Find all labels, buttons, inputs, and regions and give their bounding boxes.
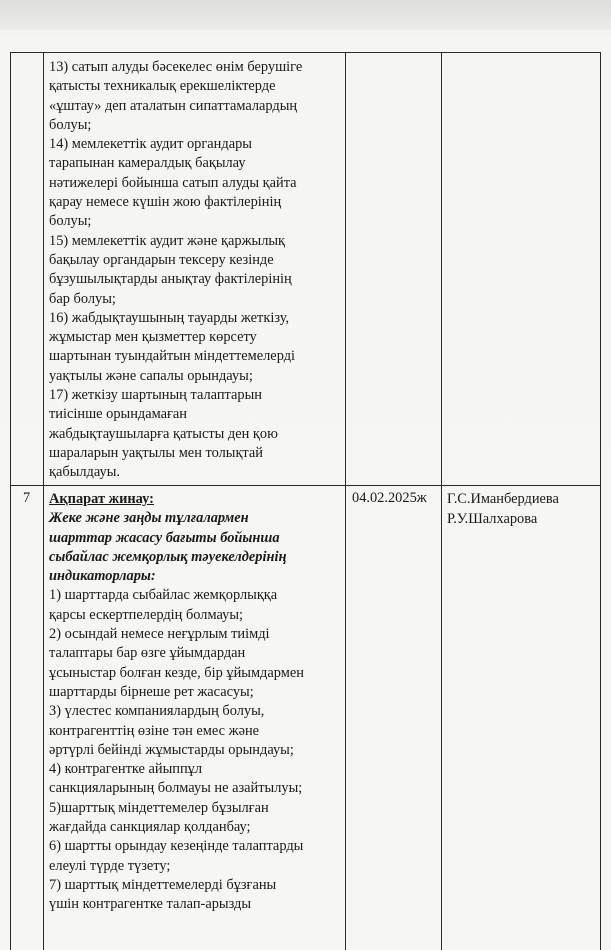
text-line: «ұштау» деп аталатын сипаттамалардың [49, 97, 298, 114]
text-line: 3) үлестес компаниялардың болуы, [49, 703, 265, 720]
text-line: 15) мемлекеттік аудит және қаржылық [49, 232, 286, 249]
text-line: ұсыныстар болған кезде, бір ұйымдармен [49, 664, 304, 681]
text-line: әртүрлі бейінді жұмыстарды орындауы; [49, 741, 294, 758]
text-line: талаптары бар өзге ұйымдардан [49, 645, 246, 662]
text-line: елеулі түрде түзету; [49, 857, 171, 874]
text-line: 13) сатып алуды бәсекелес өнім берушіге [49, 59, 303, 75]
table-border-top [10, 52, 601, 53]
text-line: тиісінше орындамаған [49, 406, 187, 423]
table-border-col2 [345, 52, 346, 950]
text-line: контрагенттің өзіне тән емес және [49, 722, 260, 739]
section-subheading: индикаторлары: [49, 568, 156, 585]
responsible-person: Р.У.Шалхарова [447, 510, 538, 527]
text-line: қарсы ескертпелердің болмауы; [49, 606, 243, 623]
text-line: 7) шарттық міндеттемелерді бұзғаны [49, 876, 277, 893]
text-line: болуы; [49, 213, 92, 230]
text-line: шараларын уақтылы мен толықтай [49, 444, 263, 461]
text-line: 6) шартты орындау кезеңінде талаптарды [49, 838, 304, 855]
table-row-divider [10, 485, 601, 486]
section-subheading: сыбайлас жемқорлық тәуекелдерінің [49, 548, 287, 565]
text-line: жабдықтаушыларға қатысты ден қою [49, 425, 278, 442]
text-line: 16) жабдықтаушының тауарды жеткізу, [49, 309, 290, 326]
row-number: 7 [23, 490, 31, 506]
table-border-right [600, 52, 601, 950]
section-subheading: Жеке және заңды тұлғалармен [49, 510, 249, 527]
text-line: 14) мемлекеттік аудит органдары [49, 136, 252, 153]
text-line: тарапынан камералдық бақылау [49, 155, 246, 172]
text-line: 5)шарттық міндеттемелер бұзылған [49, 799, 269, 816]
page-top-shadow [0, 0, 611, 30]
table-border-col3 [441, 52, 442, 950]
text-line: санкцияларының болмауы не азайтылуы; [49, 780, 303, 797]
text-line: қатысты техникалық ерекшеліктерде [49, 78, 276, 95]
text-line: жұмыстар мен қызметтер көрсету [49, 329, 257, 346]
table-border-left [10, 52, 11, 950]
text-line: 1) шарттарда сыбайлас жемқорлыққа [49, 587, 278, 604]
text-line: нәтижелері бойынша сатып алуды қайта [49, 174, 297, 191]
text-line: шарттарды бірнеше рет жасасуы; [49, 683, 254, 700]
text-line: бар болуы; [49, 290, 116, 307]
text-line: 2) осындай немесе неғұрлым тиімді [49, 626, 270, 643]
text-line: қабылдауы. [49, 464, 120, 481]
text-line: 17) жеткізу шартының талаптарын [49, 387, 262, 404]
deadline-date: 04.02.2025ж [352, 490, 427, 506]
text-line: шартынан туындайтын міндеттемелерді [49, 348, 296, 365]
text-line: жағдайда санкциялар қолданбау; [49, 819, 251, 836]
text-line: қарау немесе күшін жою фактілерінің [49, 194, 282, 211]
responsible-person: Г.С.Иманбердиева [447, 491, 559, 507]
section-heading: Ақпарат жинау: [49, 491, 154, 507]
criteria-cell-7 [49, 490, 341, 915]
criteria-cell-13-17 [49, 58, 341, 483]
text-line: 4) контрагентке айыппұл [49, 761, 203, 778]
table-border-col1 [43, 52, 44, 950]
text-line: үшін контрагентке талап-арызды [49, 896, 252, 913]
responsible-persons [447, 490, 559, 529]
text-line: бұзушылықтарды анықтау фактілерінің [49, 271, 292, 288]
text-line: болуы; [49, 116, 92, 133]
text-line: уақтылы және сапалы орындауы; [49, 367, 253, 384]
section-subheading: шарттар жасасу бағыты бойынша [49, 529, 280, 546]
text-line: бақылау органдарын тексеру кезінде [49, 251, 274, 268]
